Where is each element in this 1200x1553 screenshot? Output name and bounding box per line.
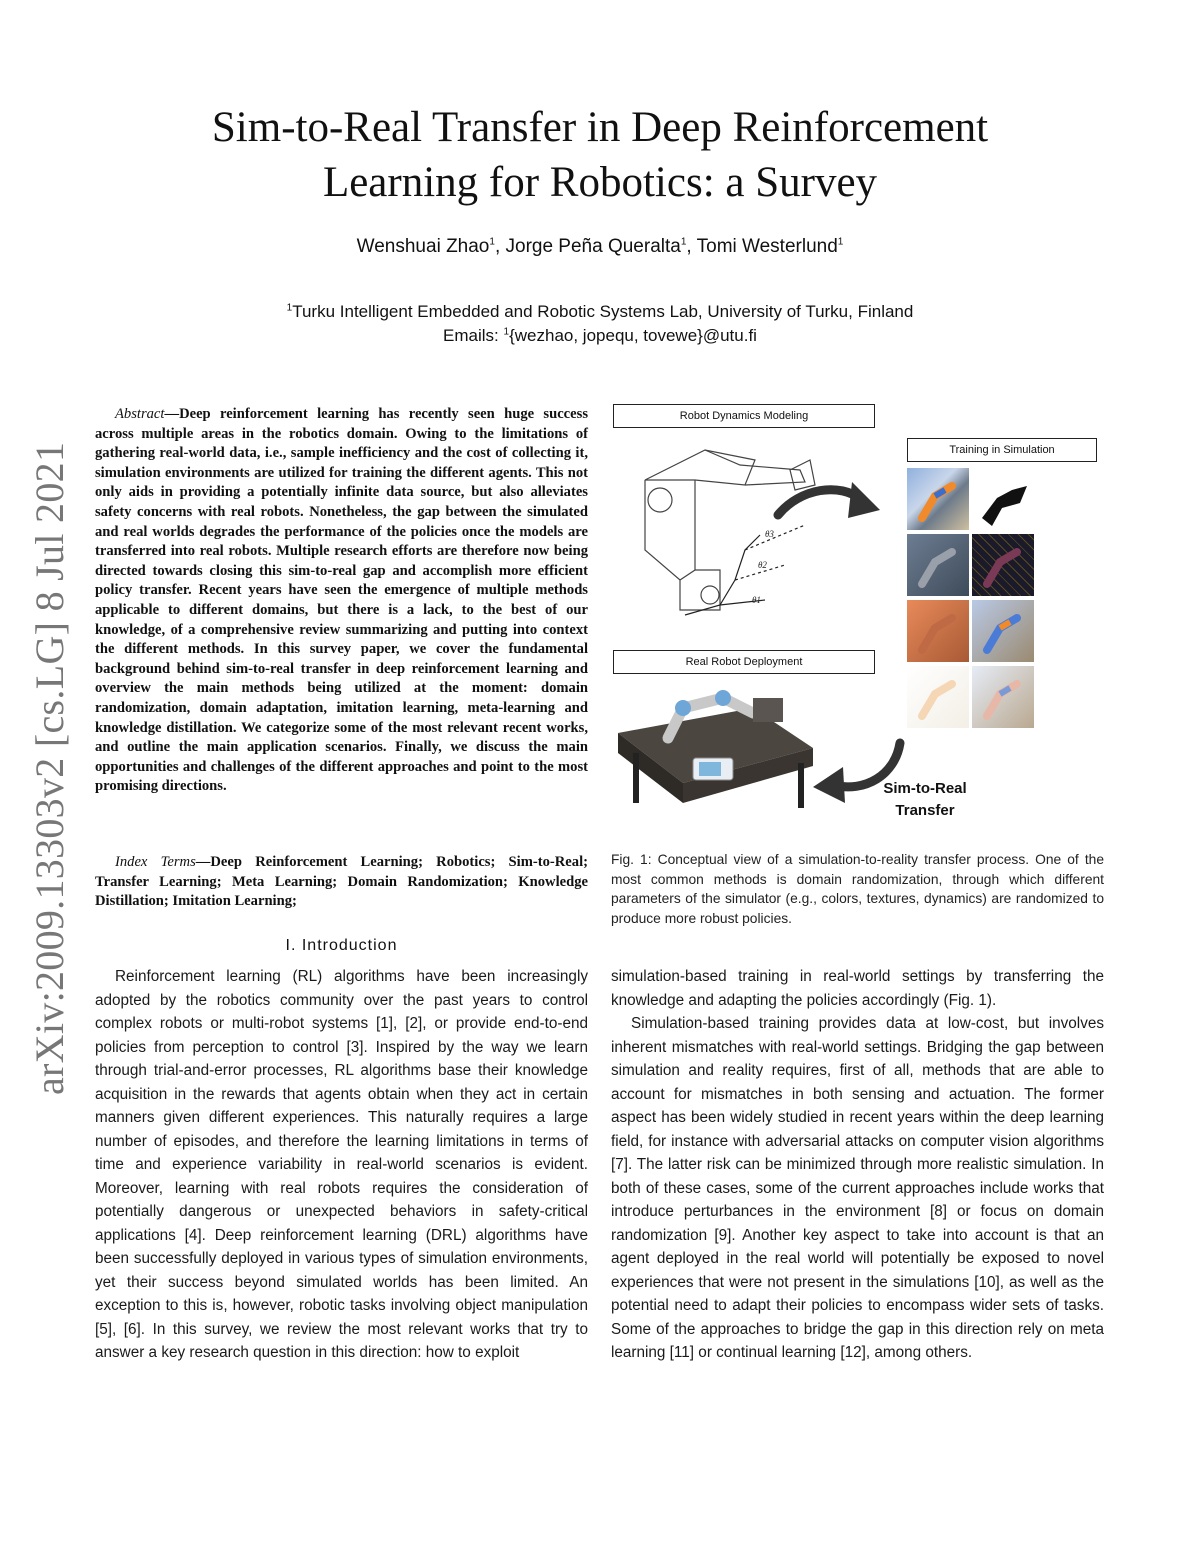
affiliation: Turku Intelligent Embedded and Robotic Systems Lab, University of Turku, Finland [292, 302, 914, 321]
sim-tile-6 [972, 600, 1034, 662]
author-name: Tomi Westerlund [696, 236, 838, 257]
figure-1 [605, 400, 1105, 840]
sim-tile-8 [972, 666, 1034, 728]
real-robot-photo [613, 678, 818, 818]
affiliation-block [120, 300, 1080, 348]
section-heading-introduction: I. Introduction [285, 937, 398, 954]
body-column-right [611, 965, 1104, 1365]
sim-tile-7 [907, 666, 969, 728]
emails: {wezhao, jopequ, tovewe}@utu.fi [509, 326, 757, 345]
emails-sup: 1 [503, 326, 510, 338]
sim-to-real-line-2: Transfer [895, 802, 955, 819]
author-name: Wenshuai Zhao [356, 236, 490, 257]
label-training-simulation: Training in Simulation [907, 438, 1097, 462]
intro-paragraph-2: Simulation-based training provides data at low-cost, but involves inherent mismatches with real-world settings. Bridging the gap between simulation and reality requires, first of all, methods that are able to account for mismatches in both sensing and actuation. The former aspect has been widely studied in recent years within the deep learning field, for instance with adversarial attacks on computer vision algorithms [7]. The latter risk can be minimized through more realistic simulation. In both of these cases, some of the current approaches include works that introduce perturbances in the environment [8] or focus on domain randomization [9]. Another key aspect to take into account is that an agent deployed in the real world will potentially be exposed to novel experiences that were not present in the simulations [10], as well as the potential need to adapt their policies to encompass wider sets of tasks. Some of the approaches to bridge the gap in this direction rely on meta learning [11] or continual learning [12], among others. [611, 1015, 1104, 1361]
arxiv-identifier: arXiv:2009.13303v2 [cs.LG] 8 Jul 2021 [27, 441, 72, 1095]
index-text: —Deep Reinforcement Learning; Robotics; Sim-to-Real; Transfer Learning; Meta Learning; Domain Randomization; Knowledge Distillation; Imitation Learning; [95, 854, 588, 910]
title-line-2: Learning for Robotics: a Survey [322, 159, 878, 206]
sim-tile-1 [907, 468, 969, 530]
affiliation-sup: 1 [286, 302, 293, 314]
sim-tile-2 [972, 468, 1034, 530]
body-column-left [95, 965, 588, 1365]
sim-tile-4 [972, 534, 1034, 596]
paper-title [120, 100, 1080, 210]
sim-tile-3 [907, 534, 969, 596]
label-robot-dynamics: Robot Dynamics Modeling [613, 404, 875, 428]
index-terms [95, 853, 588, 912]
author-sup: 1 [489, 236, 495, 248]
author-sup: 1 [837, 236, 844, 248]
title-line-1: Sim-to-Real Transfer in Deep Reinforcement [211, 104, 989, 151]
theta-1-label: θ1 [752, 595, 761, 605]
theta-3-label: θ3 [765, 529, 774, 539]
emails-label: Emails: [443, 326, 499, 345]
sim-to-real-line-1: Sim-to-Real [883, 780, 967, 797]
abstract [95, 405, 588, 797]
index-lead: Index Terms [115, 854, 196, 870]
intro-paragraph: Reinforcement learning (RL) algorithms have been increasingly adopted by the robotics community over the past years to control complex robots or multi-robot systems [1], [2], or provide end-to-end policies from perception to control [3]. Inspired by the way we learn through trial-and-error processes, RL algorithms base their knowledge acquisition in the rewards that agents obtain when they act in certain manners given different experiences. This naturally requires a large number of episodes, and therefore the learning limitations in terms of time and experience variability in real-world scenarios is evident. Moreover, learning with real robots requires the consideration of potentially dangerous or unexpected behaviors in safety-critical applications [4]. Deep reinforcement learning (DRL) algorithms have been successfully deployed in various types of simulation environments, yet their success beyond simulated worlds has been limited. An exception to this is, however, robotic tasks involving object manipulation [5], [6]. In this survey, we review the most relevant works that try to answer a key research question in this direction: how to exploit [95, 968, 588, 1361]
intro-paragraph-continued: simulation-based training in real-world settings by transferring the knowledge and adapting the policies accordingly (Fig. 1). [611, 968, 1104, 1009]
arrow-to-training-icon [770, 470, 885, 540]
figure-1-caption: Fig. 1: Conceptual view of a simulation-to-reality transfer process. One of the most common methods is domain randomization, through which different parameters of the simulator (e.g., colors, textures, dynamics) are randomized to produce more robust policies. [611, 852, 1104, 926]
theta-2-label: θ2 [758, 560, 767, 570]
sim-tile-5 [907, 600, 969, 662]
author-sup: 1 [680, 236, 687, 248]
author-name: Jorge Peña Queralta [505, 236, 681, 257]
label-sim-to-real-transfer [860, 778, 990, 822]
abstract-lead: Abstract [115, 406, 165, 422]
abstract-text: —Deep reinforcement learning has recently seen huge success across multiple areas in the robotics domain. Owing to the limitations of gathering real-world data, i.e., sample inefficiency and the cost of collecting it, simulation environments are utilized for training the different agents. This not only aids in providing a potentially infinite data source, but also alleviates safety concerns with real robots. Nonetheless, the gap between the simulated and real worlds degrades the performance of the policies once the models are transferred into real robots. Multiple research efforts are therefore now being directed towards closing this sim-to-real gap and accomplish more efficient policy transfer. Recent years have seen the emergence of multiple methods applicable to different domains, but there is a lack, to the best of our knowledge, of a comprehensive review summarizing and putting into context the different methods. In this survey paper, we cover the fundamental background behind sim-to-real transfer in deep reinforcement learning and overview the main methods being utilized at the moment: domain randomization, domain adaptation, imitation learning, meta-learning and knowledge distillation. We categorize some of the most relevant recent works, and outline the main application scenarios. Finally, we discuss the main opportunities and challenges of the different approaches and point to the most promising directions. [95, 406, 588, 795]
label-real-robot-deployment: Real Robot Deployment [613, 650, 875, 674]
author-list: Wenshuai Zhao$^1$, Jorge Peña Queralta$^1$, Tomi Westerlund$^1$ [356, 236, 844, 257]
